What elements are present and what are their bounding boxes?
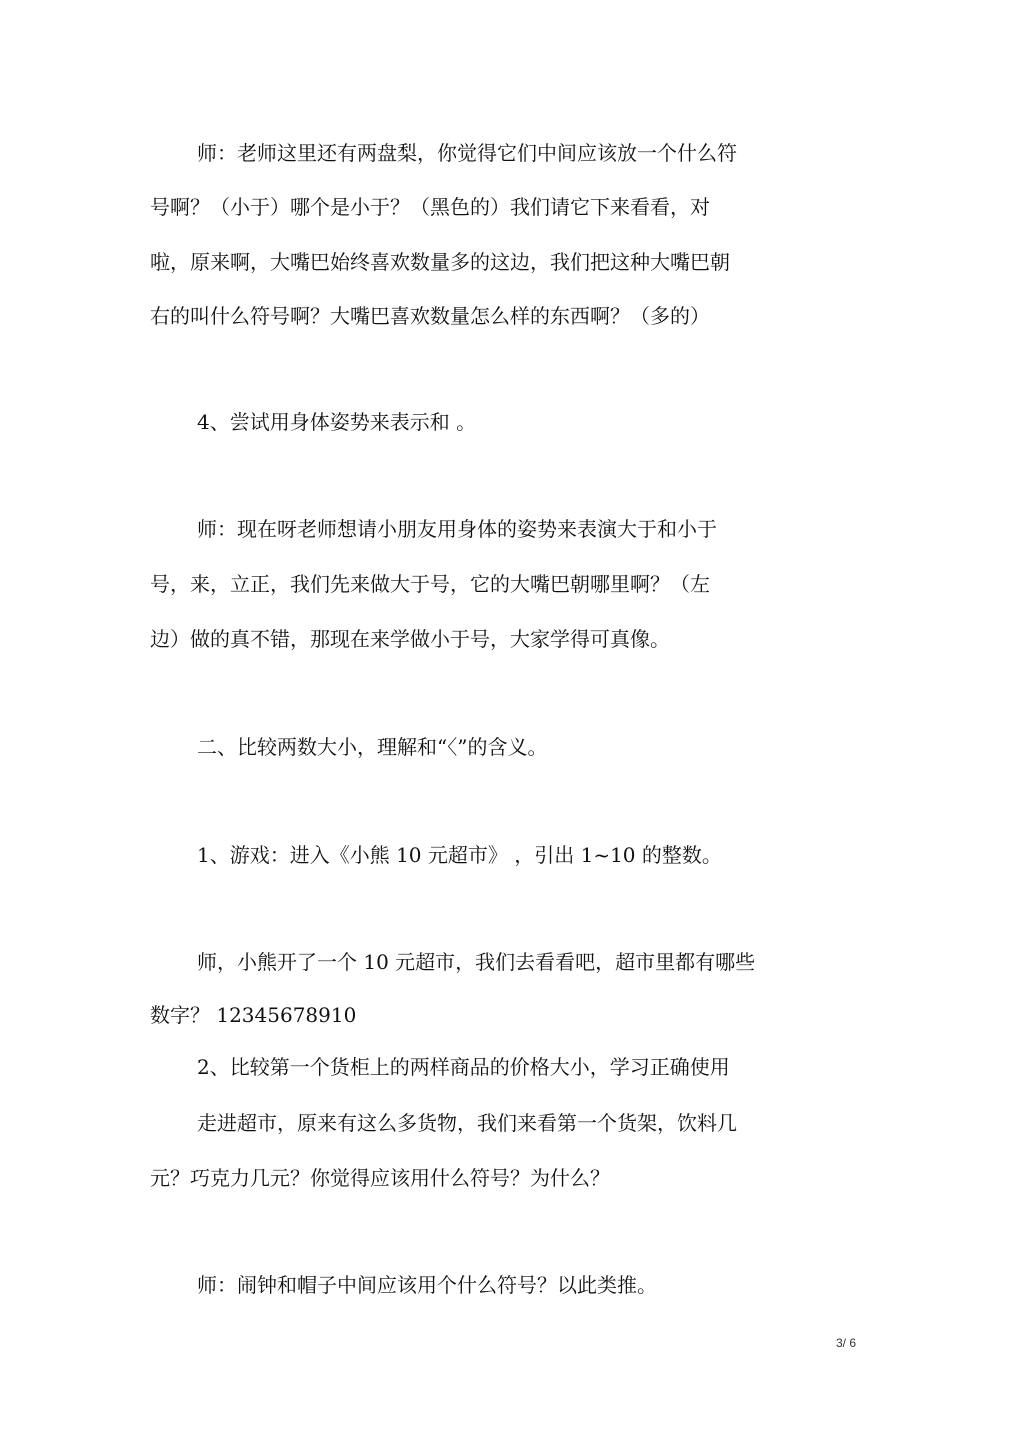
section-heading: 2、比较第一个货柜上的两样商品的价格大小，学习正确使用 xyxy=(197,1055,730,1079)
paragraph-line: 号，来，立正，我们先来做大于号，它的大嘴巴朝哪里啊？（左 xyxy=(150,572,710,596)
paragraph-line: 师：老师这里还有两盘梨，你觉得它们中间应该放一个什么符 xyxy=(197,141,737,165)
paragraph-line: 师，小熊开了一个 10 元超市，我们去看看吧，超市里都有哪些 xyxy=(197,950,756,974)
paragraph-line: 边）做的真不错，那现在来学做小于号，大家学得可真像。 xyxy=(150,627,670,651)
section-heading: 4、尝试用身体姿势来表示和 。 xyxy=(197,410,477,434)
paragraph-line: 走进超市，原来有这么多货物，我们来看第一个货架，饮料几 xyxy=(197,1111,737,1135)
paragraph-line: 师：闹钟和帽子中间应该用个什么符号？以此类推。 xyxy=(197,1273,657,1297)
section-heading: 1、游戏：进入《小熊 10 元超市》 ，引出 1~10 的整数。 xyxy=(197,843,722,867)
paragraph-line: 右的叫什么符号啊？大嘴巴喜欢数量怎么样的东西啊？（多的） xyxy=(150,304,710,328)
section-heading: 二、比较两数大小，理解和“〈”的含义。 xyxy=(197,735,548,759)
paragraph-line: 数字？ 12345678910 xyxy=(150,1003,357,1027)
paragraph-line: 元？巧克力几元？你觉得应该用什么符号？为什么？ xyxy=(150,1166,610,1190)
paragraph-line: 啦，原来啊，大嘴巴始终喜欢数量多的这边，我们把这种大嘴巴朝 xyxy=(150,250,730,274)
page-number: 3/ 6 xyxy=(836,1336,857,1350)
paragraph-line: 号啊？（小于）哪个是小于？（黑色的）我们请它下来看看，对 xyxy=(150,195,710,219)
paragraph-line: 师：现在呀老师想请小朋友用身体的姿势来表演大于和小于 xyxy=(197,517,717,541)
